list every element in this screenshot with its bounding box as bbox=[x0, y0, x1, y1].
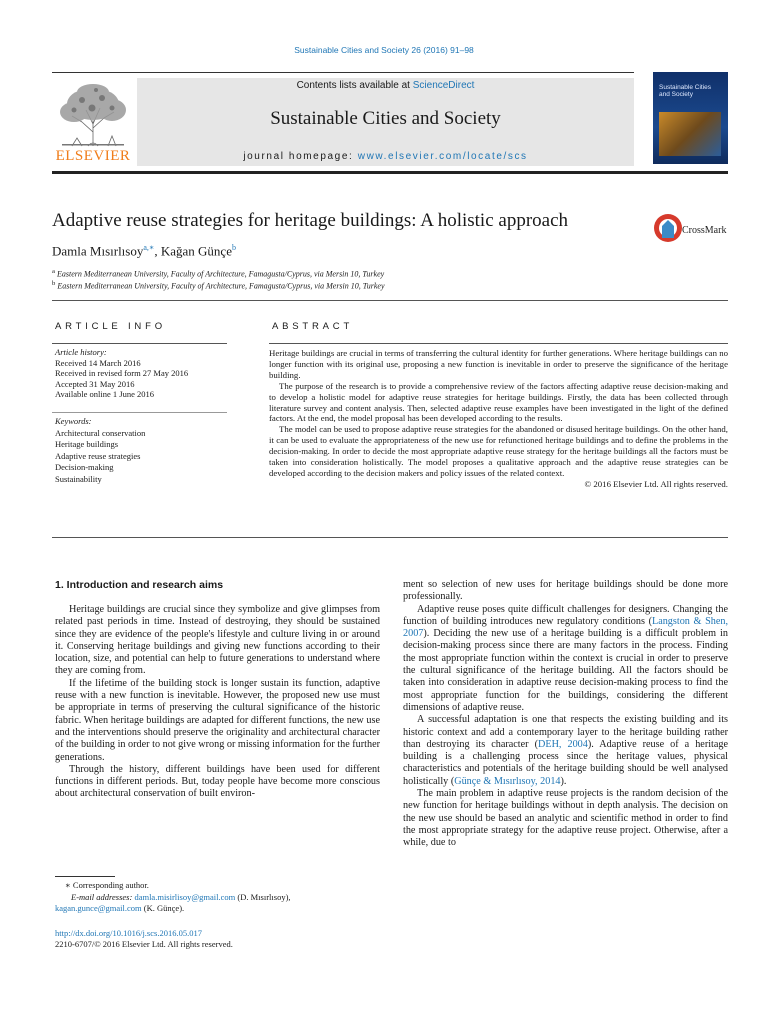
masthead-bottom-rule bbox=[52, 171, 728, 174]
author-2-affiliation-marker[interactable]: b bbox=[231, 243, 236, 252]
title-block-rule bbox=[52, 300, 728, 301]
text-run: ). bbox=[560, 775, 567, 787]
citation-link[interactable]: Günçe & Mısırlısoy, 2014 bbox=[454, 775, 561, 787]
affiliation-b-marker: b bbox=[52, 280, 56, 287]
affiliation-a bbox=[52, 268, 384, 279]
journal-homepage-link[interactable]: www.elsevier.com/locate/scs bbox=[357, 151, 528, 162]
abstract-paragraph-2: The purpose of the research is to provide a comprehensive review of the factors affecting adaptive reuse decision-making and to develop a holistic model for adaptive reuse strategies for heritage buildings. Firstly, the data has been collected through literature survey and content analysis. Then, selected adaptive reuse examples have been investigated in the light of the defined factors. At the end, the model proposal has been developed according to the results. bbox=[269, 380, 728, 424]
email-label: E-mail addresses: bbox=[71, 891, 135, 902]
text-run: A successful adaptation is one that respects the existing building and its historic context and add a contemporary layer to the heritage building rather than destroying its character ( bbox=[403, 714, 728, 750]
contents-prefix: Contents lists available at bbox=[296, 80, 413, 91]
abstract-copyright: © 2016 Elsevier Ltd. All rights reserved. bbox=[584, 478, 728, 489]
body-paragraph: The main problem in adaptive reuse projects is the random decision of the new function for heritage buildings without in depth analysis. The decision on the new use should be based an analytic and scientific method in order to find the most appropriate strategy for the adaptive reuse project. Otherwise, after a while, due to bbox=[403, 788, 728, 849]
crossmark-label[interactable]: CrossMark bbox=[682, 225, 727, 236]
sciencedirect-link[interactable]: ScienceDirect bbox=[412, 80, 475, 91]
history-received: Received 14 March 2016 bbox=[55, 357, 141, 368]
journal-title: Sustainable Cities and Society bbox=[270, 108, 501, 129]
article-history bbox=[55, 347, 230, 400]
author-2[interactable]: Kağan Günçe bbox=[160, 243, 232, 259]
keyword-item: Heritage buildings bbox=[55, 439, 119, 449]
keywords-rule bbox=[52, 412, 227, 413]
keyword-item: Architectural conservation bbox=[55, 427, 146, 438]
issn-copyright: 2210-6707/© 2016 Elsevier Ltd. All rights reserved. bbox=[55, 939, 233, 949]
article-info-rule bbox=[52, 343, 227, 344]
masthead-top-rule bbox=[52, 72, 634, 73]
text-run: ). Adaptive reuse of a heritage building is a challenging process since the heritage values, physical characteristics and potentials of the heritage building should be well analysed holistically ( bbox=[403, 738, 729, 787]
footnotes bbox=[55, 880, 380, 915]
history-label: Article history: bbox=[55, 347, 107, 357]
abstract-body bbox=[269, 348, 728, 490]
article-info-heading: ARTICLE INFO bbox=[55, 321, 166, 332]
email-owner: (D. Mısırlısoy), bbox=[235, 891, 291, 902]
author-1[interactable]: Damla Mısırlısoy bbox=[52, 243, 144, 259]
citation-link[interactable]: Langston & Shen, 2007 bbox=[403, 615, 729, 640]
cover-title: Sustainable Cities and Society bbox=[659, 84, 712, 99]
text-run: Adaptive reuse poses quite difficult challenges for designers. Changing the function of building introduces new regulatory conditions ( bbox=[403, 603, 728, 627]
journal-homepage-line bbox=[137, 151, 634, 162]
abstract-heading: ABSTRACT bbox=[272, 321, 354, 332]
keywords-label: Keywords: bbox=[55, 416, 92, 426]
keyword-item: Decision-making bbox=[55, 462, 114, 472]
body-left-column bbox=[55, 604, 380, 801]
text-run: ). Deciding the new use of a heritage building is a difficult problem in decision-making process since there are many factors in the process. Finding the most appropriate function within the context is crucial in order to preserve the cultural significance of the heritage building. All the factors should be taken into consideration in adaptive reuse decision-making process to find the most appropriate function for the buildings, considering the different dimensions of adaptive reuse. bbox=[403, 628, 728, 713]
email-link[interactable]: kagan.gunce@gmail.com bbox=[55, 903, 142, 913]
author-list bbox=[52, 243, 236, 259]
footnote-rule bbox=[55, 876, 115, 877]
contents-line bbox=[137, 80, 634, 91]
abstract-paragraph-3: The model can be used to propose adaptive reuse strategies for the abandoned or disused heritage buildings. On the other hand, it can be used to evaluate the appropriateness of the new use for refunctioned heritage buildings and to define the problems in the decision-making. In order to decide the most appropriate adaptive reuse strategy for the heritage buildings all the factors must be taken into consideration holistically. The model proposes a qualitative approach and the adaptive reuse strategies can be developed according to the decision makers and policy issues of the related context. bbox=[269, 424, 728, 478]
body-paragraph: If the lifetime of the building stock is longer sustain its function, adaptive reuse with a new function is inevitable. However, the proposed new use must be appropriate in terms of preserving the cultural significance of the historic fabric. When heritage buildings are adapted for different functions, the new use and the interventions should preserve the originality and architectural character of the building in order to not give wrong or missing information for the further generations. bbox=[55, 677, 380, 763]
body-paragraph: Heritage buildings are crucial since they symbolize and give glimpses from related past periods in time. Instead of destroying, they should be sustained since they are evidence of the people's lifestyle and culture living in or around it. Conserving heritage buildings and giving new functions according to their location, size, and potential can help to future generations to understand where they are coming from. bbox=[55, 604, 380, 677]
article-title: Adaptive reuse strategies for heritage buildings: A holistic approach bbox=[52, 210, 569, 231]
elsevier-wordmark: ELSEVIER bbox=[55, 148, 131, 164]
history-online: Available online 1 June 2016 bbox=[55, 389, 154, 400]
email-note-continued bbox=[55, 903, 380, 915]
abstract-bottom-rule bbox=[52, 537, 728, 538]
history-accepted: Accepted 31 May 2016 bbox=[55, 378, 135, 389]
affiliation-a-text: Eastern Mediterranean University, Faculty of Architecture, Famagusta/Cyprus, via Mersin 10, Turkey bbox=[56, 269, 385, 279]
body-paragraph bbox=[403, 604, 728, 715]
body-paragraph-continued: ment so selection of new uses for heritage buildings should be done more professionally. bbox=[403, 579, 728, 603]
author-separator: , bbox=[154, 243, 161, 259]
affiliation-b-text: Eastern Mediterranean University, Faculty of Architecture, Famagusta/Cyprus, via Mersin 10, Turkey bbox=[57, 281, 385, 291]
affiliation-a-marker: a bbox=[52, 268, 55, 275]
citation-link[interactable]: DEH, 2004 bbox=[537, 738, 588, 750]
homepage-prefix: journal homepage: bbox=[243, 151, 358, 162]
affiliation-b bbox=[52, 280, 385, 291]
keyword-item: Adaptive reuse strategies bbox=[55, 450, 141, 461]
keywords bbox=[55, 416, 230, 485]
email-link[interactable]: damla.misirlisoy@gmail.com bbox=[134, 891, 236, 902]
cover-image bbox=[659, 112, 721, 156]
body-paragraph: Through the history, different buildings have been used for different functions in different periods. But, today people have become more conscious about architectural conservation of built environ- bbox=[55, 763, 380, 800]
running-head[interactable]: Sustainable Cities and Society 26 (2016) 91–98 bbox=[294, 45, 474, 55]
body-right-column bbox=[403, 579, 728, 850]
journal-cover-thumbnail[interactable] bbox=[653, 72, 728, 164]
email-owner: (K. Günçe). bbox=[141, 903, 185, 913]
author-1-affiliation-marker[interactable]: a,∗ bbox=[143, 243, 155, 252]
abstract-rule bbox=[269, 343, 728, 344]
corresponding-author-note: ∗ Corresponding author. bbox=[65, 880, 149, 890]
section-1-heading: 1. Introduction and research aims bbox=[55, 579, 224, 591]
history-revised: Received in revised form 27 May 2016 bbox=[55, 368, 189, 379]
abstract-paragraph-1: Heritage buildings are crucial in terms of transferring the cultural identity for further generations. Where heritage buildings can no longer function with its original use, proposing a new function is inevitable in order to preserve the significance of the heritage building. bbox=[269, 348, 728, 380]
doi-link[interactable]: http://dx.doi.org/10.1016/j.scs.2016.05.017 bbox=[55, 928, 202, 938]
email-note bbox=[55, 892, 380, 904]
keyword-item: Sustainability bbox=[55, 473, 102, 484]
body-paragraph bbox=[403, 714, 728, 788]
